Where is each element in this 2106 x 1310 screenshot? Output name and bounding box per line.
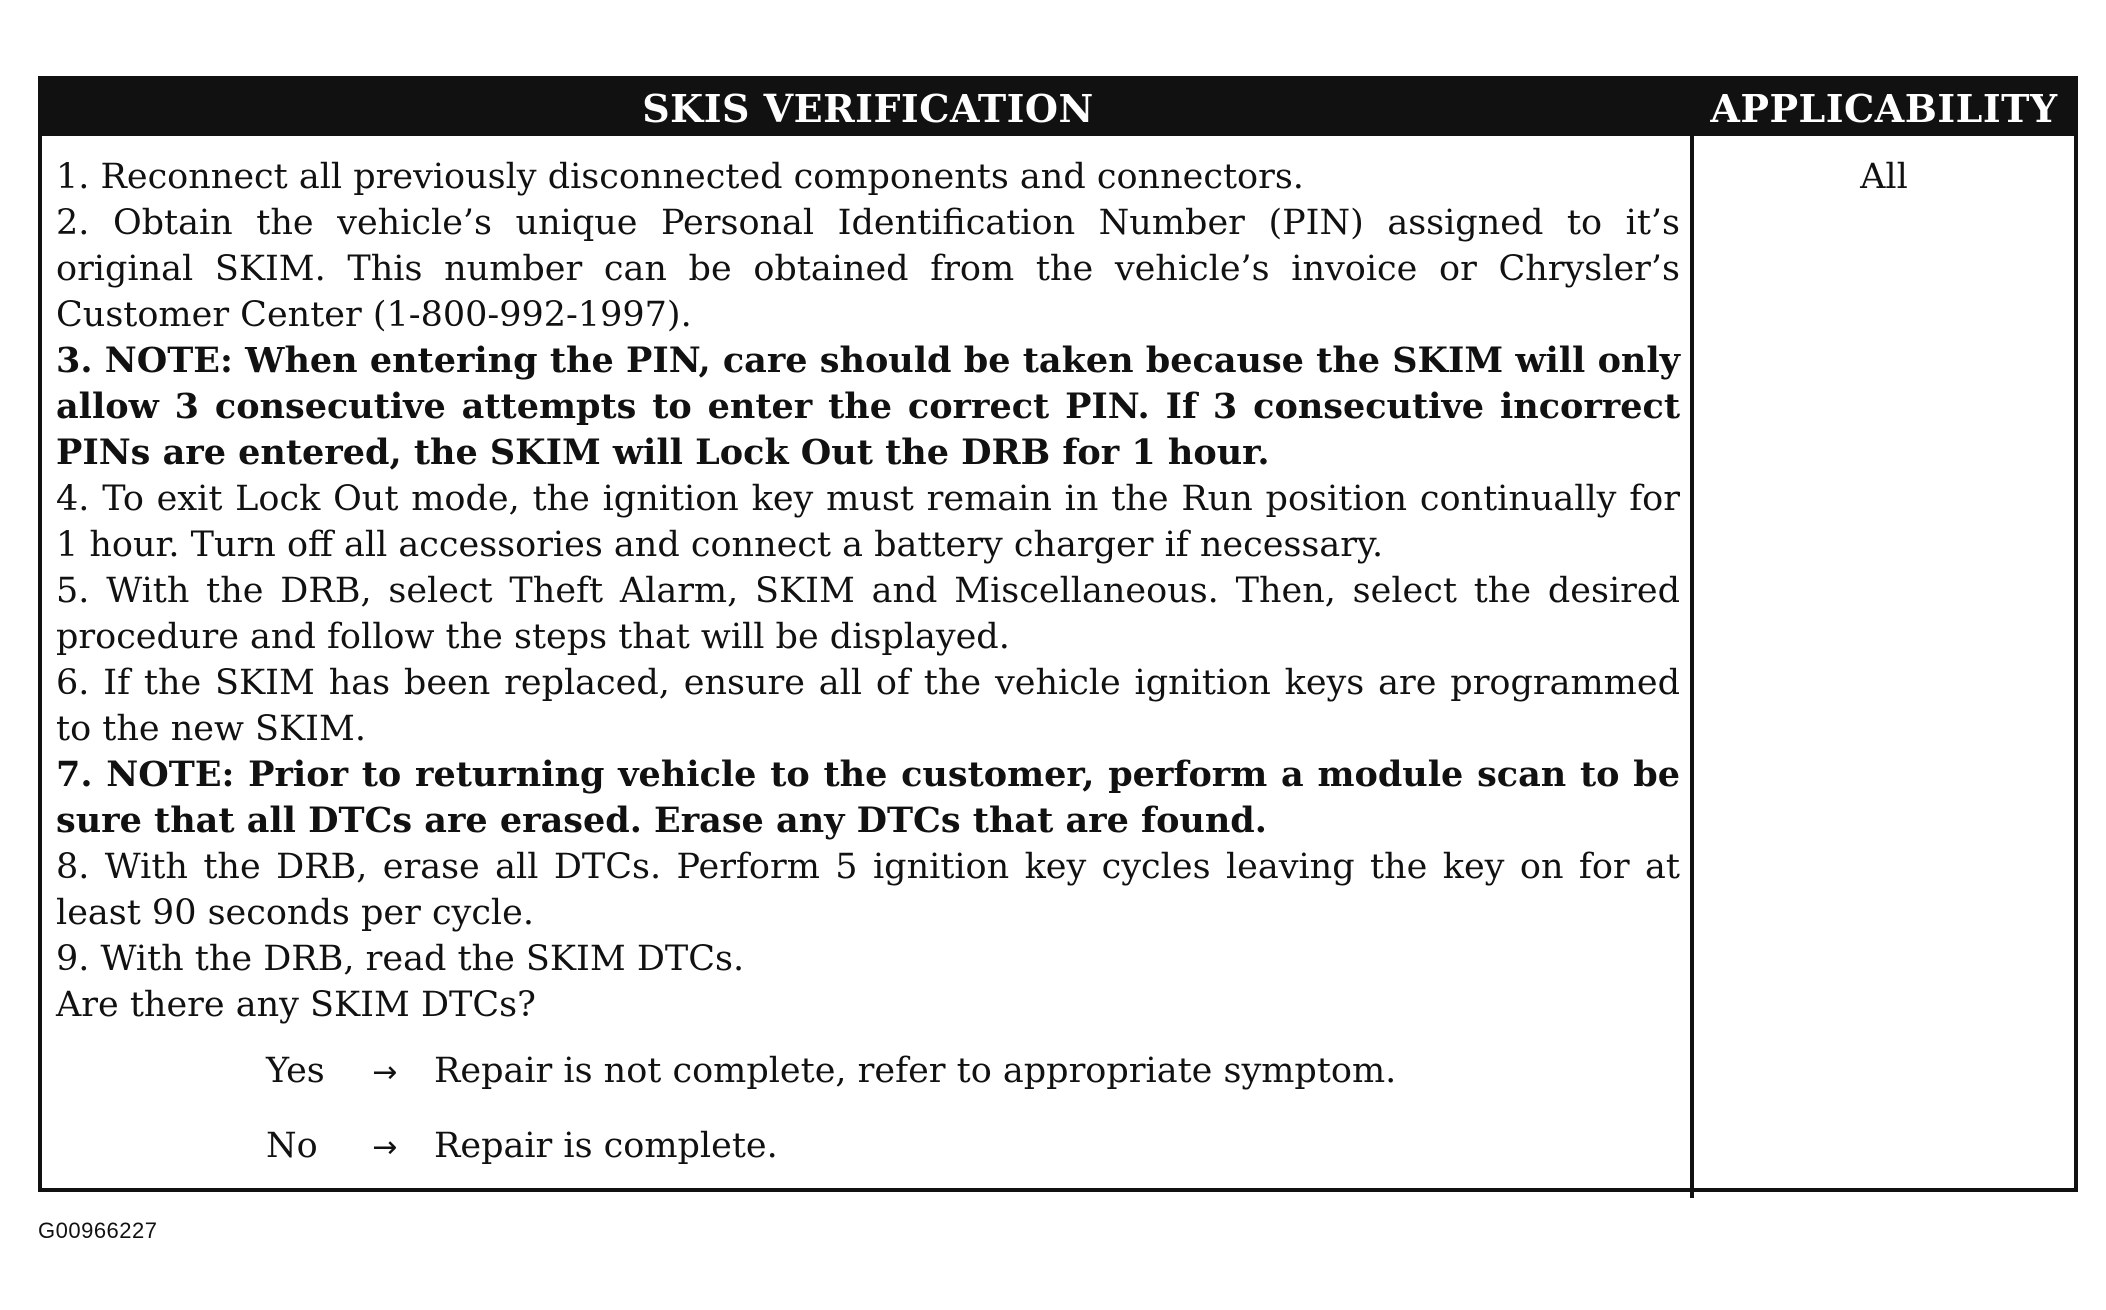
- table-body-row: [42, 136, 2074, 1198]
- procedure-step: 9. With the DRB, read the SKIM DTCs.: [56, 939, 745, 979]
- procedure-step: Are there any SKIM DTCs?: [56, 985, 536, 1025]
- procedure-step: 1. Reconnect all previously disconnected components and connectors.: [56, 157, 1304, 197]
- header-skis-verification: SKIS VERIFICATION: [642, 85, 1094, 131]
- applicability-cell: [1694, 136, 2074, 1198]
- procedure-cell: [42, 136, 1694, 1198]
- procedure-steps: [56, 154, 1680, 1028]
- procedure-step: 2. Obtain the vehicle’s unique Personal Identification Number (PIN) assigned to it’s original SKIM. This number can be obtained from the vehicle’s invoice or Chrysler’s Customer Center (1-800-992-1997).: [56, 203, 1680, 335]
- figure-id: G00966227: [38, 1218, 158, 1243]
- answer-options: [56, 1048, 1680, 1198]
- right-arrow-icon: →: [372, 1055, 398, 1090]
- answer-key: Yes: [266, 1051, 325, 1091]
- answer-row: [266, 1123, 1680, 1198]
- procedure-note: 7. NOTE: Prior to returning vehicle to the customer, perform a module scan to be sure that all DTCs are erased. Erase any DTCs that are found.: [56, 754, 1680, 841]
- answer-row: [266, 1048, 1680, 1123]
- procedure-note: 3. NOTE: When entering the PIN, care should be taken because the SKIM will only allow 3 consecutive attempts to enter the correct PIN. If 3 consecutive incorrect PINs are entered, the SKIM will Lock Out the DRB for 1 hour.: [56, 340, 1680, 473]
- procedure-step: 6. If the SKIM has been replaced, ensure all of the vehicle ignition keys are programmed to the new SKIM.: [56, 663, 1680, 749]
- header-applicability: APPLICABILITY: [1710, 85, 2058, 131]
- table-header-row: [42, 80, 2074, 136]
- procedure-step: 5. With the DRB, select Theft Alarm, SKIM and Miscellaneous. Then, select the desired procedure and follow the steps that will be displayed.: [56, 571, 1680, 657]
- procedure-step: 4. To exit Lock Out mode, the ignition key must remain in the Run position continually for 1 hour. Turn off all accessories and connect a battery charger if necessary.: [56, 479, 1680, 565]
- procedure-step: 8. With the DRB, erase all DTCs. Perform 5 ignition key cycles leaving the key on for at least 90 seconds per cycle.: [56, 847, 1680, 933]
- answer-text: Repair is not complete, refer to appropriate symptom.: [434, 1051, 1397, 1091]
- answer-key: No: [266, 1126, 318, 1166]
- right-arrow-icon: →: [372, 1130, 398, 1165]
- applicability-value: All: [1860, 157, 1908, 197]
- answer-text: Repair is complete.: [434, 1126, 778, 1166]
- skis-verification-table: [38, 76, 2078, 1192]
